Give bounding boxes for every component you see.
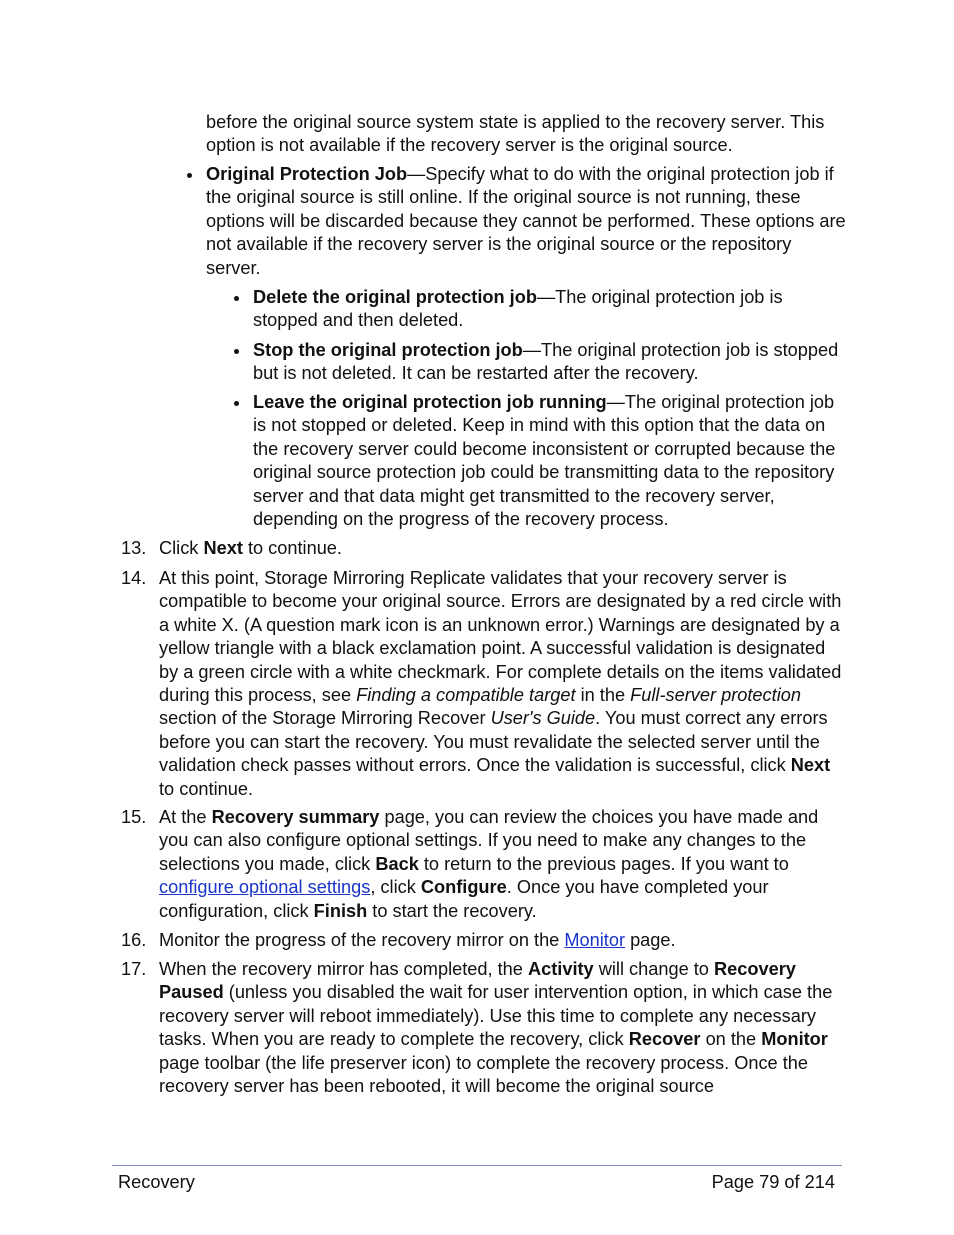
step-text: . Once you have completed your configuration, click: [159, 877, 769, 921]
reference-section: Full-server protection: [630, 685, 801, 706]
back-label: Back: [375, 853, 419, 874]
step-text: on the: [700, 1029, 762, 1050]
footer-divider: [112, 1165, 842, 1166]
bullet-original-protection-job: [206, 163, 846, 280]
sub-bullet-label: Stop the original protection job: [253, 340, 523, 360]
intro-paragraph: [206, 111, 846, 158]
step-text: to continue.: [159, 778, 254, 799]
sub-bullet-leave-running: [253, 391, 848, 531]
bullet-dot-icon: [234, 401, 239, 406]
finish-label: Finish: [313, 900, 368, 921]
bullet-dot-icon: [234, 296, 239, 301]
footer-section-title: Recovery: [118, 1172, 195, 1192]
step-text: (unless you disabled the wait for user intervention option, in which case the recovery server will reboot immediately). Use this time to complete any necessary tasks. When you are ready to complete the recovery, click: [159, 982, 833, 1050]
step-17: [121, 958, 849, 1098]
activity-label: Activity: [527, 959, 594, 979]
step-number: 16.: [121, 930, 147, 950]
sub-bullet-text: —The original protection job is not stopped or deleted. Keep in mind with this option that the data on the recovery server could become inconsistent or corrupted because the original source protection job could be transmitting data to the repository server and that data might get transmitted to the recovery server, depending on the progress of the recovery process.: [253, 392, 836, 530]
step-text: Click: [159, 538, 204, 558]
recover-label: Recover: [628, 1029, 701, 1050]
sub-bullet-text: —The original protection job is stopped and then deleted.: [253, 287, 783, 331]
step-text: At the: [159, 807, 212, 827]
monitor-label: Monitor: [761, 1029, 828, 1050]
step-text: to start the recovery.: [367, 900, 537, 921]
recovery-summary-label: Recovery summary: [211, 807, 380, 827]
step-text: At this point, Storage Mirroring Replicate validates that your recovery server is compatible to become your original source. Errors are designated by a red circle with a white X. (A question mark icon is an unknown error.) Warnings are designated by a yellow triangle with a black exclamation point. A successful validation is designated by a green circle with a white checkmark. For complete details on the items validated during this process, see: [159, 568, 842, 706]
bullet-label: Original Protection Job: [206, 164, 408, 184]
next-label: Next: [203, 538, 243, 558]
bullet-text: —Specify what to do with the original protection job if the original source is still online. If the original source is not running, these options will be discarded because they cannot be performed. These options are not available if the recovery server is the original source or the repository server.: [206, 164, 846, 278]
sub-bullet-label: Leave the original protection job running: [253, 392, 607, 412]
intro-text: before the original source system state is applied to the recovery server. This option is not available if the recovery server is the original source.: [206, 112, 825, 156]
configure-optional-settings-link[interactable]: configure optional settings: [159, 877, 371, 898]
monitor-link[interactable]: Monitor: [564, 930, 626, 950]
step-number: 17.: [121, 959, 147, 979]
step-14: [121, 567, 849, 801]
sub-bullet-stop: [253, 339, 848, 386]
step-text: When the recovery mirror has completed, the: [159, 959, 528, 979]
step-number: 13.: [121, 538, 147, 558]
step-number: 15.: [121, 807, 147, 827]
step-text: to continue.: [242, 538, 342, 558]
sub-bullet-label: Delete the original protection job: [253, 287, 537, 307]
footer-page-number: Page 79 of 214: [711, 1172, 835, 1192]
reference-title: Finding a compatible target: [356, 685, 576, 706]
step-text: page toolbar (the life preserver icon) to complete the recovery process. Once the recovery server has been rebooted, it will become the original source: [159, 1052, 809, 1097]
step-text: , click: [370, 877, 421, 898]
bullet-dot-icon: [187, 173, 192, 178]
bullet-dot-icon: [234, 349, 239, 354]
step-text: . You must correct any errors before you can start the recovery. You must revalidate the selected server until the validation check passes without errors. Once the validation is successful, click: [159, 708, 828, 776]
step-text: to return to the previous pages. If you want to: [418, 853, 789, 874]
recovery-paused-label: Recovery Paused: [159, 959, 796, 1003]
step-text: page.: [625, 930, 676, 950]
step-13: [121, 537, 849, 560]
configure-label: Configure: [420, 877, 507, 898]
step-text: Monitor the progress of the recovery mirror on the: [159, 930, 565, 950]
step-16: [121, 929, 849, 952]
step-text: page, you can review the choices you have made and you can also configure optional settings. If you need to make any changes to the selections you made, click: [159, 807, 819, 874]
next-label: Next: [790, 755, 831, 776]
step-text: in the: [575, 685, 631, 706]
step-number: 14.: [121, 568, 147, 588]
reference-guide: User's Guide: [490, 708, 596, 729]
sub-bullet-text: —The original protection job is stopped but is not deleted. It can be restarted after the recovery.: [253, 340, 839, 384]
sub-bullet-delete: [253, 286, 848, 333]
step-text: section of the Storage Mirroring Recover: [159, 708, 491, 729]
step-15: [121, 806, 849, 923]
step-text: will change to: [593, 959, 714, 979]
